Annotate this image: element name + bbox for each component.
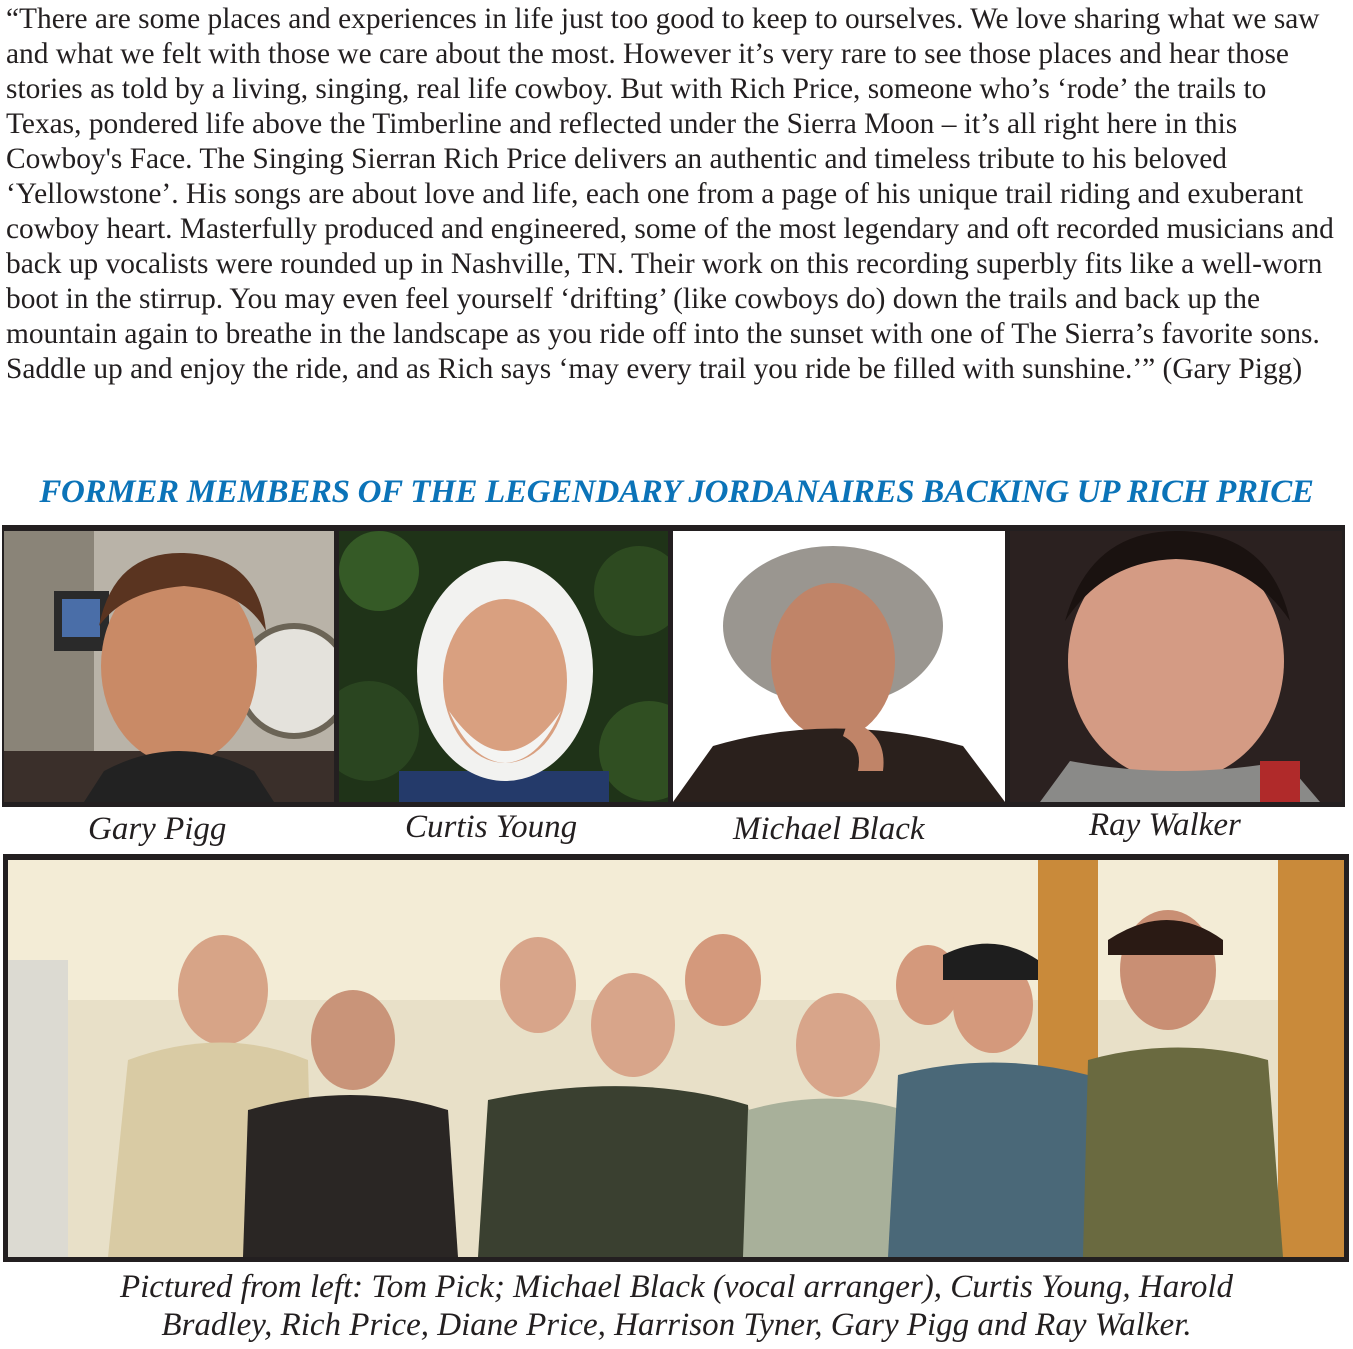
caption-line-1: Pictured from left: Tom Pick; Michael Black (vocal arranger), Curtis Young, Harold <box>119 1269 1233 1305</box>
member-name-curtis-young: Curtis Young <box>405 809 578 845</box>
member-photo-michael-black <box>673 531 1005 802</box>
member-photo-ray-walker <box>1010 531 1342 802</box>
member-photo-curtis-young <box>339 531 668 802</box>
member-photo-gary-pigg <box>4 531 334 802</box>
group-photo-caption <box>0 1268 1353 1344</box>
intro-quote: “There are some places and experiences in life just too good to keep to ourselves. We love sharing what we saw and what we felt with those we care about the most. However it’s very rare to see those places and hear those stories as told by a living, singing, real life cowboy. But with Rich Price, someone who’s ‘rode’ the trails to Texas, pondered life above the Timberline and reflected under the Sierra Moon – it’s all right here in this Cowboy's Face. The Singing Sierran Rich Price delivers an authentic and timeless tribute to his beloved ‘Yellowstone’. His songs are about love and life, each one from a page of his unique trail riding and exuberant cowboy heart. Masterfully produced and engineered, some of the most legendary and oft recorded musicians and back up vocalists were rounded up in Nashville, TN. Their work on this recording superbly fits like a well-worn boot in the stirrup. You may even feel yourself ‘drifting’ (like cowboys do) down the trails and back up the mountain again to breathe in the landscape as you ride off into the sunset with one of The Sierra’s favorite sons. Saddle up and enjoy the ride, and as Rich says ‘may every trail you ride be filled with sunshine.’” (Gary Pigg) <box>6 3 1334 385</box>
member-name-ray-walker: Ray Walker <box>1089 807 1241 843</box>
caption-line-2: Bradley, Rich Price, Diane Price, Harrison Tyner, Gary Pigg and Ray Walker. <box>161 1307 1192 1343</box>
member-name-gary-pigg: Gary Pigg <box>88 811 227 847</box>
group-photo <box>8 860 1344 1257</box>
section-heading: FORMER MEMBERS OF THE LEGENDARY JORDANAIRES BACKING UP RICH PRICE <box>39 474 1314 510</box>
member-name-michael-black: Michael Black <box>733 811 925 847</box>
member-photo-strip <box>2 525 1345 807</box>
group-photo-frame <box>3 854 1349 1262</box>
